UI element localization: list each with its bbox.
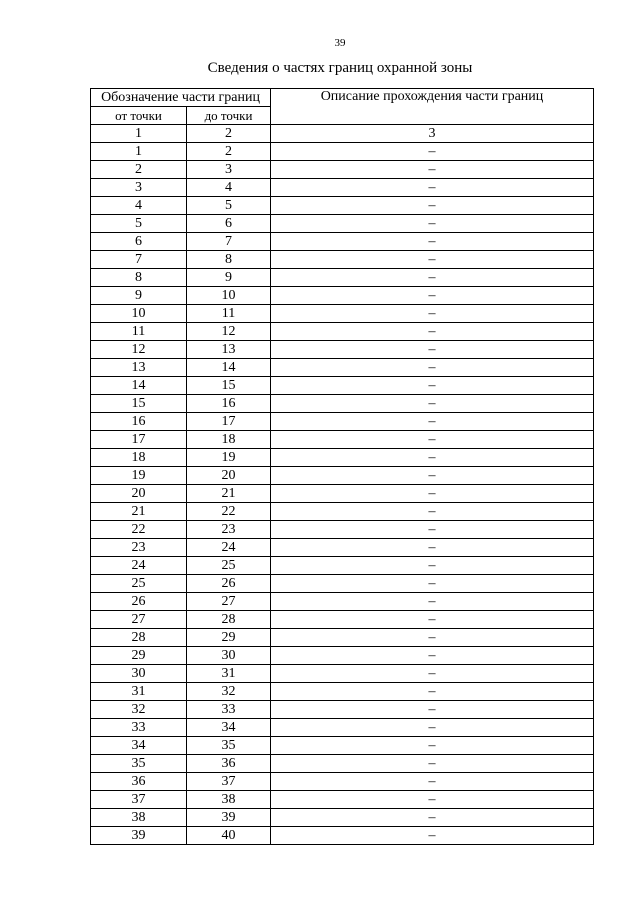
description-cell: –	[271, 179, 594, 197]
to-point-cell: 35	[187, 737, 271, 755]
to-point-cell: 38	[187, 791, 271, 809]
table-row	[91, 827, 594, 845]
from-point-cell: 16	[91, 413, 187, 431]
description-cell: –	[271, 341, 594, 359]
description-cell: –	[271, 719, 594, 737]
to-point-cell: 6	[187, 215, 271, 233]
description-cell: –	[271, 377, 594, 395]
to-point-cell: 24	[187, 539, 271, 557]
to-point-cell: 5	[187, 197, 271, 215]
table-row	[91, 557, 594, 575]
from-point-cell: 13	[91, 359, 187, 377]
from-point-cell: 27	[91, 611, 187, 629]
from-point-cell: 38	[91, 809, 187, 827]
description-cell: –	[271, 665, 594, 683]
description-cell: –	[271, 647, 594, 665]
description-cell: –	[271, 431, 594, 449]
table-row	[91, 611, 594, 629]
from-point-cell: 7	[91, 251, 187, 269]
table-row	[91, 467, 594, 485]
table-row	[91, 737, 594, 755]
description-cell: –	[271, 755, 594, 773]
table-row	[91, 197, 594, 215]
description-cell: –	[271, 413, 594, 431]
to-point-cell: 30	[187, 647, 271, 665]
table-row	[91, 629, 594, 647]
to-point-cell: 16	[187, 395, 271, 413]
description-cell: –	[271, 323, 594, 341]
table-row	[91, 395, 594, 413]
description-cell: –	[271, 701, 594, 719]
description-cell: –	[271, 485, 594, 503]
description-cell: –	[271, 269, 594, 287]
from-point-cell: 11	[91, 323, 187, 341]
table-row	[91, 683, 594, 701]
to-point-cell: 7	[187, 233, 271, 251]
from-point-cell: 29	[91, 647, 187, 665]
description-cell: –	[271, 557, 594, 575]
table-row	[91, 701, 594, 719]
from-point-cell: 17	[91, 431, 187, 449]
from-point-cell: 21	[91, 503, 187, 521]
table-row	[91, 791, 594, 809]
from-point-cell: 18	[91, 449, 187, 467]
description-cell: –	[271, 197, 594, 215]
description-cell: –	[271, 467, 594, 485]
table-row	[91, 179, 594, 197]
column-index-cell: 2	[187, 125, 271, 143]
table-row	[91, 359, 594, 377]
from-point-cell: 2	[91, 161, 187, 179]
from-point-cell: 23	[91, 539, 187, 557]
from-point-cell: 28	[91, 629, 187, 647]
to-point-cell: 32	[187, 683, 271, 701]
from-point-cell: 19	[91, 467, 187, 485]
boundary-table	[90, 88, 594, 845]
from-point-cell: 10	[91, 305, 187, 323]
from-point-cell: 30	[91, 665, 187, 683]
description-cell: –	[271, 737, 594, 755]
from-point-cell: 33	[91, 719, 187, 737]
to-point-cell: 26	[187, 575, 271, 593]
column-index-row	[91, 125, 594, 143]
column-index-cell: 1	[91, 125, 187, 143]
from-point-cell: 35	[91, 755, 187, 773]
description-cell: –	[271, 395, 594, 413]
table-row	[91, 431, 594, 449]
from-point-cell: 1	[91, 143, 187, 161]
from-point-cell: 4	[91, 197, 187, 215]
table-row	[91, 215, 594, 233]
table-row	[91, 773, 594, 791]
to-point-cell: 40	[187, 827, 271, 845]
table-row	[91, 305, 594, 323]
table-row	[91, 809, 594, 827]
to-point-cell: 2	[187, 143, 271, 161]
to-point-cell: 36	[187, 755, 271, 773]
table-row	[91, 233, 594, 251]
to-point-cell: 31	[187, 665, 271, 683]
table-row	[91, 413, 594, 431]
to-point-cell: 20	[187, 467, 271, 485]
document-title: Сведения о частях границ охранной зоны	[207, 60, 473, 76]
from-point-cell: 32	[91, 701, 187, 719]
to-point-cell: 11	[187, 305, 271, 323]
table-row	[91, 539, 594, 557]
from-point-cell: 37	[91, 791, 187, 809]
table-row	[91, 377, 594, 395]
description-cell: –	[271, 161, 594, 179]
table-row	[91, 503, 594, 521]
description-cell: –	[271, 593, 594, 611]
to-point-cell: 4	[187, 179, 271, 197]
description-cell: –	[271, 809, 594, 827]
to-point-cell: 39	[187, 809, 271, 827]
from-point-cell: 24	[91, 557, 187, 575]
to-point-cell: 29	[187, 629, 271, 647]
from-point-cell: 31	[91, 683, 187, 701]
description-cell: –	[271, 251, 594, 269]
table-row	[91, 161, 594, 179]
table-row	[91, 521, 594, 539]
to-point-cell: 3	[187, 161, 271, 179]
table-row	[91, 485, 594, 503]
from-point-cell: 14	[91, 377, 187, 395]
description-cell: –	[271, 773, 594, 791]
table-row	[91, 143, 594, 161]
from-point-cell: 3	[91, 179, 187, 197]
to-point-cell: 8	[187, 251, 271, 269]
to-point-cell: 23	[187, 521, 271, 539]
table-row	[91, 593, 594, 611]
to-point-cell: 14	[187, 359, 271, 377]
table-row	[91, 755, 594, 773]
description-cell: –	[271, 305, 594, 323]
description-cell: –	[271, 683, 594, 701]
from-point-cell: 5	[91, 215, 187, 233]
header-boundary-part-designation: Обозначение части границ	[91, 89, 271, 107]
table-row	[91, 665, 594, 683]
description-cell: –	[271, 791, 594, 809]
table-row	[91, 719, 594, 737]
description-cell: –	[271, 539, 594, 557]
description-cell: –	[271, 503, 594, 521]
to-point-cell: 34	[187, 719, 271, 737]
from-point-cell: 9	[91, 287, 187, 305]
column-index-cell: 3	[271, 125, 594, 143]
table-row	[91, 341, 594, 359]
to-point-cell: 21	[187, 485, 271, 503]
table-body	[91, 143, 594, 845]
header-to-point: до точки	[187, 107, 271, 125]
header-from-point: от точки	[91, 107, 187, 125]
to-point-cell: 12	[187, 323, 271, 341]
from-point-cell: 25	[91, 575, 187, 593]
from-point-cell: 12	[91, 341, 187, 359]
description-cell: –	[271, 521, 594, 539]
to-point-cell: 37	[187, 773, 271, 791]
to-point-cell: 10	[187, 287, 271, 305]
description-cell: –	[271, 449, 594, 467]
to-point-cell: 27	[187, 593, 271, 611]
to-point-cell: 9	[187, 269, 271, 287]
description-cell: –	[271, 575, 594, 593]
to-point-cell: 18	[187, 431, 271, 449]
to-point-cell: 15	[187, 377, 271, 395]
to-point-cell: 19	[187, 449, 271, 467]
table-row	[91, 251, 594, 269]
to-point-cell: 22	[187, 503, 271, 521]
to-point-cell: 33	[187, 701, 271, 719]
table-row	[91, 269, 594, 287]
to-point-cell: 25	[187, 557, 271, 575]
header-description: Описание прохождения части границ	[271, 89, 594, 125]
description-cell: –	[271, 287, 594, 305]
from-point-cell: 22	[91, 521, 187, 539]
page-number: 39	[334, 37, 346, 49]
table-row	[91, 287, 594, 305]
table-row	[91, 323, 594, 341]
from-point-cell: 20	[91, 485, 187, 503]
from-point-cell: 36	[91, 773, 187, 791]
description-cell: –	[271, 233, 594, 251]
from-point-cell: 8	[91, 269, 187, 287]
table-header	[91, 89, 594, 143]
description-cell: –	[271, 611, 594, 629]
to-point-cell: 13	[187, 341, 271, 359]
description-cell: –	[271, 215, 594, 233]
description-cell: –	[271, 827, 594, 845]
from-point-cell: 39	[91, 827, 187, 845]
to-point-cell: 17	[187, 413, 271, 431]
from-point-cell: 26	[91, 593, 187, 611]
table-row	[91, 575, 594, 593]
description-cell: –	[271, 359, 594, 377]
description-cell: –	[271, 143, 594, 161]
description-cell: –	[271, 629, 594, 647]
from-point-cell: 6	[91, 233, 187, 251]
table-row	[91, 647, 594, 665]
table-row	[91, 449, 594, 467]
from-point-cell: 15	[91, 395, 187, 413]
from-point-cell: 34	[91, 737, 187, 755]
to-point-cell: 28	[187, 611, 271, 629]
